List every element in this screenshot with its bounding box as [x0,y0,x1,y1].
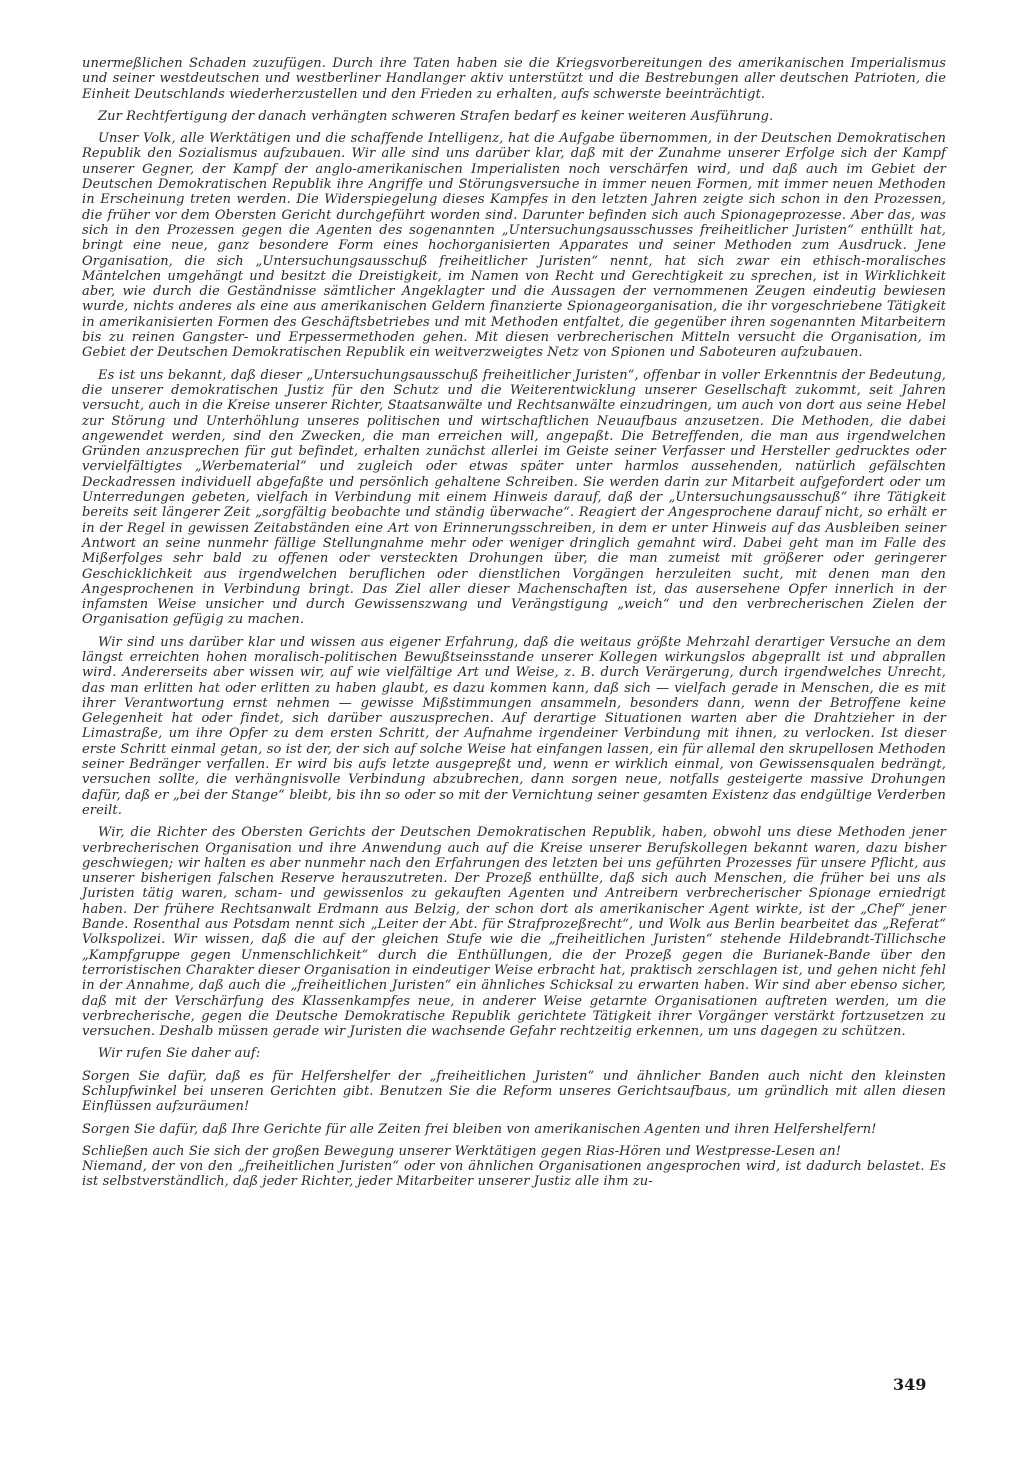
paragraph-continuation: unermeßlichen Schaden zuzufügen. Durch ihre Taten haben sie die Kriegsvorbereitungen des amerikanischen Imperialismus und seiner westdeutschen und westberliner Handlanger aktiv unterstützt und die Bestrebungen aller deutschen Patrioten, die Einheit Deutschlands wiederherzustellen und den Frieden zu erhalten, aufs schwerste beeinträchtigt. [82,56,946,102]
paragraph-appeal-3: Schließen auch Sie sich der großen Bewegung unserer Werktätigen gegen Rias-Hören und Westpresse-Lesen an! [82,1143,842,1159]
document-body [82,56,946,1416]
paragraph-appeal-2: Sorgen Sie dafür, daß Ihre Gerichte für alle Zeiten frei bleiben von amerikanischen Agenten und ihren Helfershelfern! [82,1121,877,1137]
paragraph-judges: Wir, die Richter des Obersten Gerichts der Deutschen Demokratischen Republik, haben, obwohl uns diese Methoden jener verbrecherischen Organisation und ihre Anwendung auch auf die Kreise unserer Berufskollegen bekannt waren, dazu bisher geschwiegen; wir halten es aber nunmehr nach den Erfahrungen des letzten bei uns geführten Prozesses für unsere Pflicht, aus unserer bisherigen falschen Reserve herauszutreten. Der Prozeß enthüllte, daß sich auch Menschen, die früher bei uns als Juristen tätig waren, scham- und gewissenlos zu gekauften Agenten und Antreibern verbrecherischer Spionage erniedrigt haben. Der frühere Rechtsanwalt Erdmann aus Belzig, der schon dort als amerikanischer Agent wirkte, ist der „Chef“ jener Bande. Rosenthal aus Potsdam nennt sich „Leiter der Abt. für Strafprozeßrecht“, und Wolk aus Berlin bearbeitet das „Referat“ Volkspolizei. Wir wissen, daß die auf der gleichen Stufe wie die „freiheitlichen Juristen“ stehende Hildebrandt-Tillichsche „Kampfgruppe gegen Unmenschlichkeit“ durch die Enthüllungen, die der Prozeß gegen die Burianek-Bande über den terroristischen Charakter dieser Organisation in eindeutiger Weise erbracht hat, praktisch zerschlagen ist, und gehen nicht fehl in der Annahme, daß auch die „freiheitlichen Juristen“ ein ähnliches Schicksal zu erwarten haben. Wir sind aber ebenso sicher, daß mit der Verschärfung des Klassenkampfes neue, in anderer Weise getarnte Organisationen auftreten werden, um die verbrecherische, gegen die Deutsche Demokratische Republik gerichtete Tätigkeit ihrer Vorgänger verstärkt fortzusetzen zu versuchen. Deshalb müssen gerade wir Juristen die wachsende Gefahr rechtzeitig erkennen, um uns dagegen zu schützen. [82,825,946,1040]
paragraph-infiltration: Es ist uns bekannt, daß dieser „Untersuchungsausschuß freiheitlicher Juristen“, offenbar in voller Erkenntnis der Bedeutung, die unserer demokratischen Justiz für den Schutz und die Weiterentwicklung unserer Gesellschaft zukommt, seit Jahren versucht, auch in die Kreise unserer Richter, Staatsanwälte und Rechtsanwälte einzudringen, um auch von dort aus seine Hebel zur Störung und Unterhöhlung unseres politischen und wirtschaftlichen Neuaufbaus anzusetzen. Die Methoden, die dabei angewendet werden, sind den Zwecken, die man erreichen will, angepaßt. Die Betreffenden, die man aus irgendwelchen Gründen anzusprechen für gut befindet, erhalten zunächst allerlei im Geiste seiner Verfasser und Hersteller gedrucktes oder vervielfältigtes „Werbematerial“ und zugleich oder etwas später unter harmlos aussehenden, natürlich gefälschten Deckadressen individuell abgefaßte und persönlich gehaltene Schreiben. Sie werden darin zur Mitarbeit aufgefordert oder um Unterredungen gebeten, vielfach in Verbindung mit einem Hinweis darauf, daß der „Untersuchungsausschuß“ ihre Tätigkeit bereits seit längerer Zeit „sorgfältig beobachte und ständig überwache“. Reagiert der Angesprochene darauf nicht, so erhält er in der Regel in gewissen Zeitabständen eine Art von Erinnerungsschreiben, in dem er unter Hinweis auf das Ausbleiben seiner Antwort an seine nunmehr fällige Stellungnahme mehr oder weniger dringlich gemahnt wird. Dabei geht man im Falle des Mißerfolges sehr bald zu offenen oder versteckten Drohungen über, die man zumeist mit größerer oder geringerer Geschicklichkeit aus irgendwelchen beruflichen oder dienstlichen Vorgängen herzuleiten sucht, mit denen man den Angesprochenen in Verbindung bringt. Das Ziel aller dieser Machenschaften ist, das ausersehene Opfer innerlich in der infamsten Weise unsicher und durch Gewissenszwang und Verängstigung „weich“ und den verbrecherischen Zielen der Organisation gefügig zu machen. [82,367,946,628]
page-number: 349 [893,1375,927,1394]
paragraph-justification: Zur Rechtfertigung der danach verhängten schweren Strafen bedarf es keiner weiteren Ausführung. [98,108,774,124]
paragraph-closing: Niemand, der von den „freiheitlichen Juristen“ oder von ähnlichen Organisationen angesprochen wird, ist dadurch belastet. Es ist selbstverständlich, daß jeder Richter, jeder Mitarbeiter unserer Justiz alle ihm zu- [82,1159,946,1190]
paragraph-appeal-1: Sorgen Sie dafür, daß es für Helfershelfer der „freiheitlichen Juristen“ und ähnlicher Banden auch nicht den kleinsten Schlupfwinkel bei unseren Gerichten gibt. Benutzen Sie die Reform unseres Gerichtsaufbaus, um gründlich mit allen diesen Einflüssen aufzuräumen! [82,1068,946,1115]
paragraph-appeal-intro: Wir rufen Sie daher auf: [98,1046,261,1062]
paragraph-socialism: Unser Volk, alle Werktätigen und die schaffende Intelligenz, hat die Aufgabe übernommen, in der Deutschen Demokratischen Republik den Sozialismus aufzubauen. Wir alle sind uns darüber klar, daß mit der Zunahme unserer Erfolge sich der Kampf unserer Gegner, der Kampf der anglo-amerikanischen Imperialisten noch verschärfen wird, und daß auch im Gebiet der Deutschen Demokratischen Republik ihre Angriffe und Störungsversuche in immer neuen Formen, mit immer neuen Methoden in Erscheinung treten werden. Die Widerspiegelung dieses Kampfes in den letzten Jahren zeigte sich schon in den Prozessen, die früher vor dem Obersten Gericht durchgeführt worden sind. Darunter befinden sich auch Spionageprozesse. Aber das, was sich in den Prozessen gegen die Agenten des sogenannten „Untersuchungsausschusses freiheitlicher Juristen“ enthüllt hat, bringt eine neue, ganz besondere Form eines hochorganisierten Apparates und seiner Methoden zum Ausdruck. Jene Organisation, die sich „Untersuchungsausschuß freiheitlicher Juristen“ nennt, hat sich zwar ein ethisch-moralisches Mäntelchen umgehängt und besitzt die Dreistigkeit, im Namen von Recht und Gerechtigkeit zu sprechen, ist in Wirklichkeit aber, wie durch die Geständnisse sämtlicher Angeklagter und die Aussagen der vernommenen Zeugen eindeutig bewiesen wurde, nichts anderes als eine aus amerikanischen Geldern finanzierte Spionageorganisation, die ihr vorgeschriebene Tätigkeit in amerikanisierten Formen des Geschäftsbetriebes und mit Methoden entfaltet, die gegenüber ihren sogenannten Mitarbeitern bis zu reinen Gangster- und Erpessermethoden gehen. Mit diesen verbrecherischen Mitteln versucht die Organisation, im Gebiet der Deutschen Demokratischen Republik ein weitverzweigtes Netz von Spionen und Saboteuren aufzubauen. [82,131,946,361]
paragraph-experience: Wir sind uns darüber klar und wissen aus eigener Erfahrung, daß die weitaus größte Mehrzahl derartiger Versuche an dem längst erreichten hohen moralisch-politischen Bewußtseinsstande unserer Kollegen wirkungslos abgeprallt ist und abprallen wird. Andererseits aber wissen wir, auf wie vielfältige Art und Weise, z. B. durch Verärgerung, durch irgendwelches Unrecht, das man erlitten hat oder erlitten zu haben glaubt, es dazu kommen kann, daß sich — vielfach gerade in Menschen, die es mit ihrer Verantwortung ernst nehmen — gewisse Mißstimmungen ansammeln, besonders dann, wenn der Betroffene keine Gelegenheit hat oder findet, sich darüber auszusprechen. Auf derartige Situationen warten aber die Drahtzieher in der Limastraße, um ihre Opfer zu dem ersten Schritt, der Aufnahme irgendeiner Verbindung mit ihnen, zu verlocken. Ist dieser erste Schritt einmal getan, so ist der, der sich auf solche Weise hat einfangen lassen, ein für allemal den skrupellosen Methoden seiner Bedränger verfallen. Er wird bis aufs letzte ausgepreßt und, wenn er wirklich einmal, von Gewissensqualen bedrängt, versuchen sollte, die verhängnisvolle Verbindung abzubrechen, dann sorgen neue, notfalls gesteigerte massive Drohungen dafür, daß er „bei der Stange“ bleibt, bis ihn so oder so mit der Vernichtung seiner gesamten Existenz das endgültige Verderben ereilt. [82,634,946,818]
